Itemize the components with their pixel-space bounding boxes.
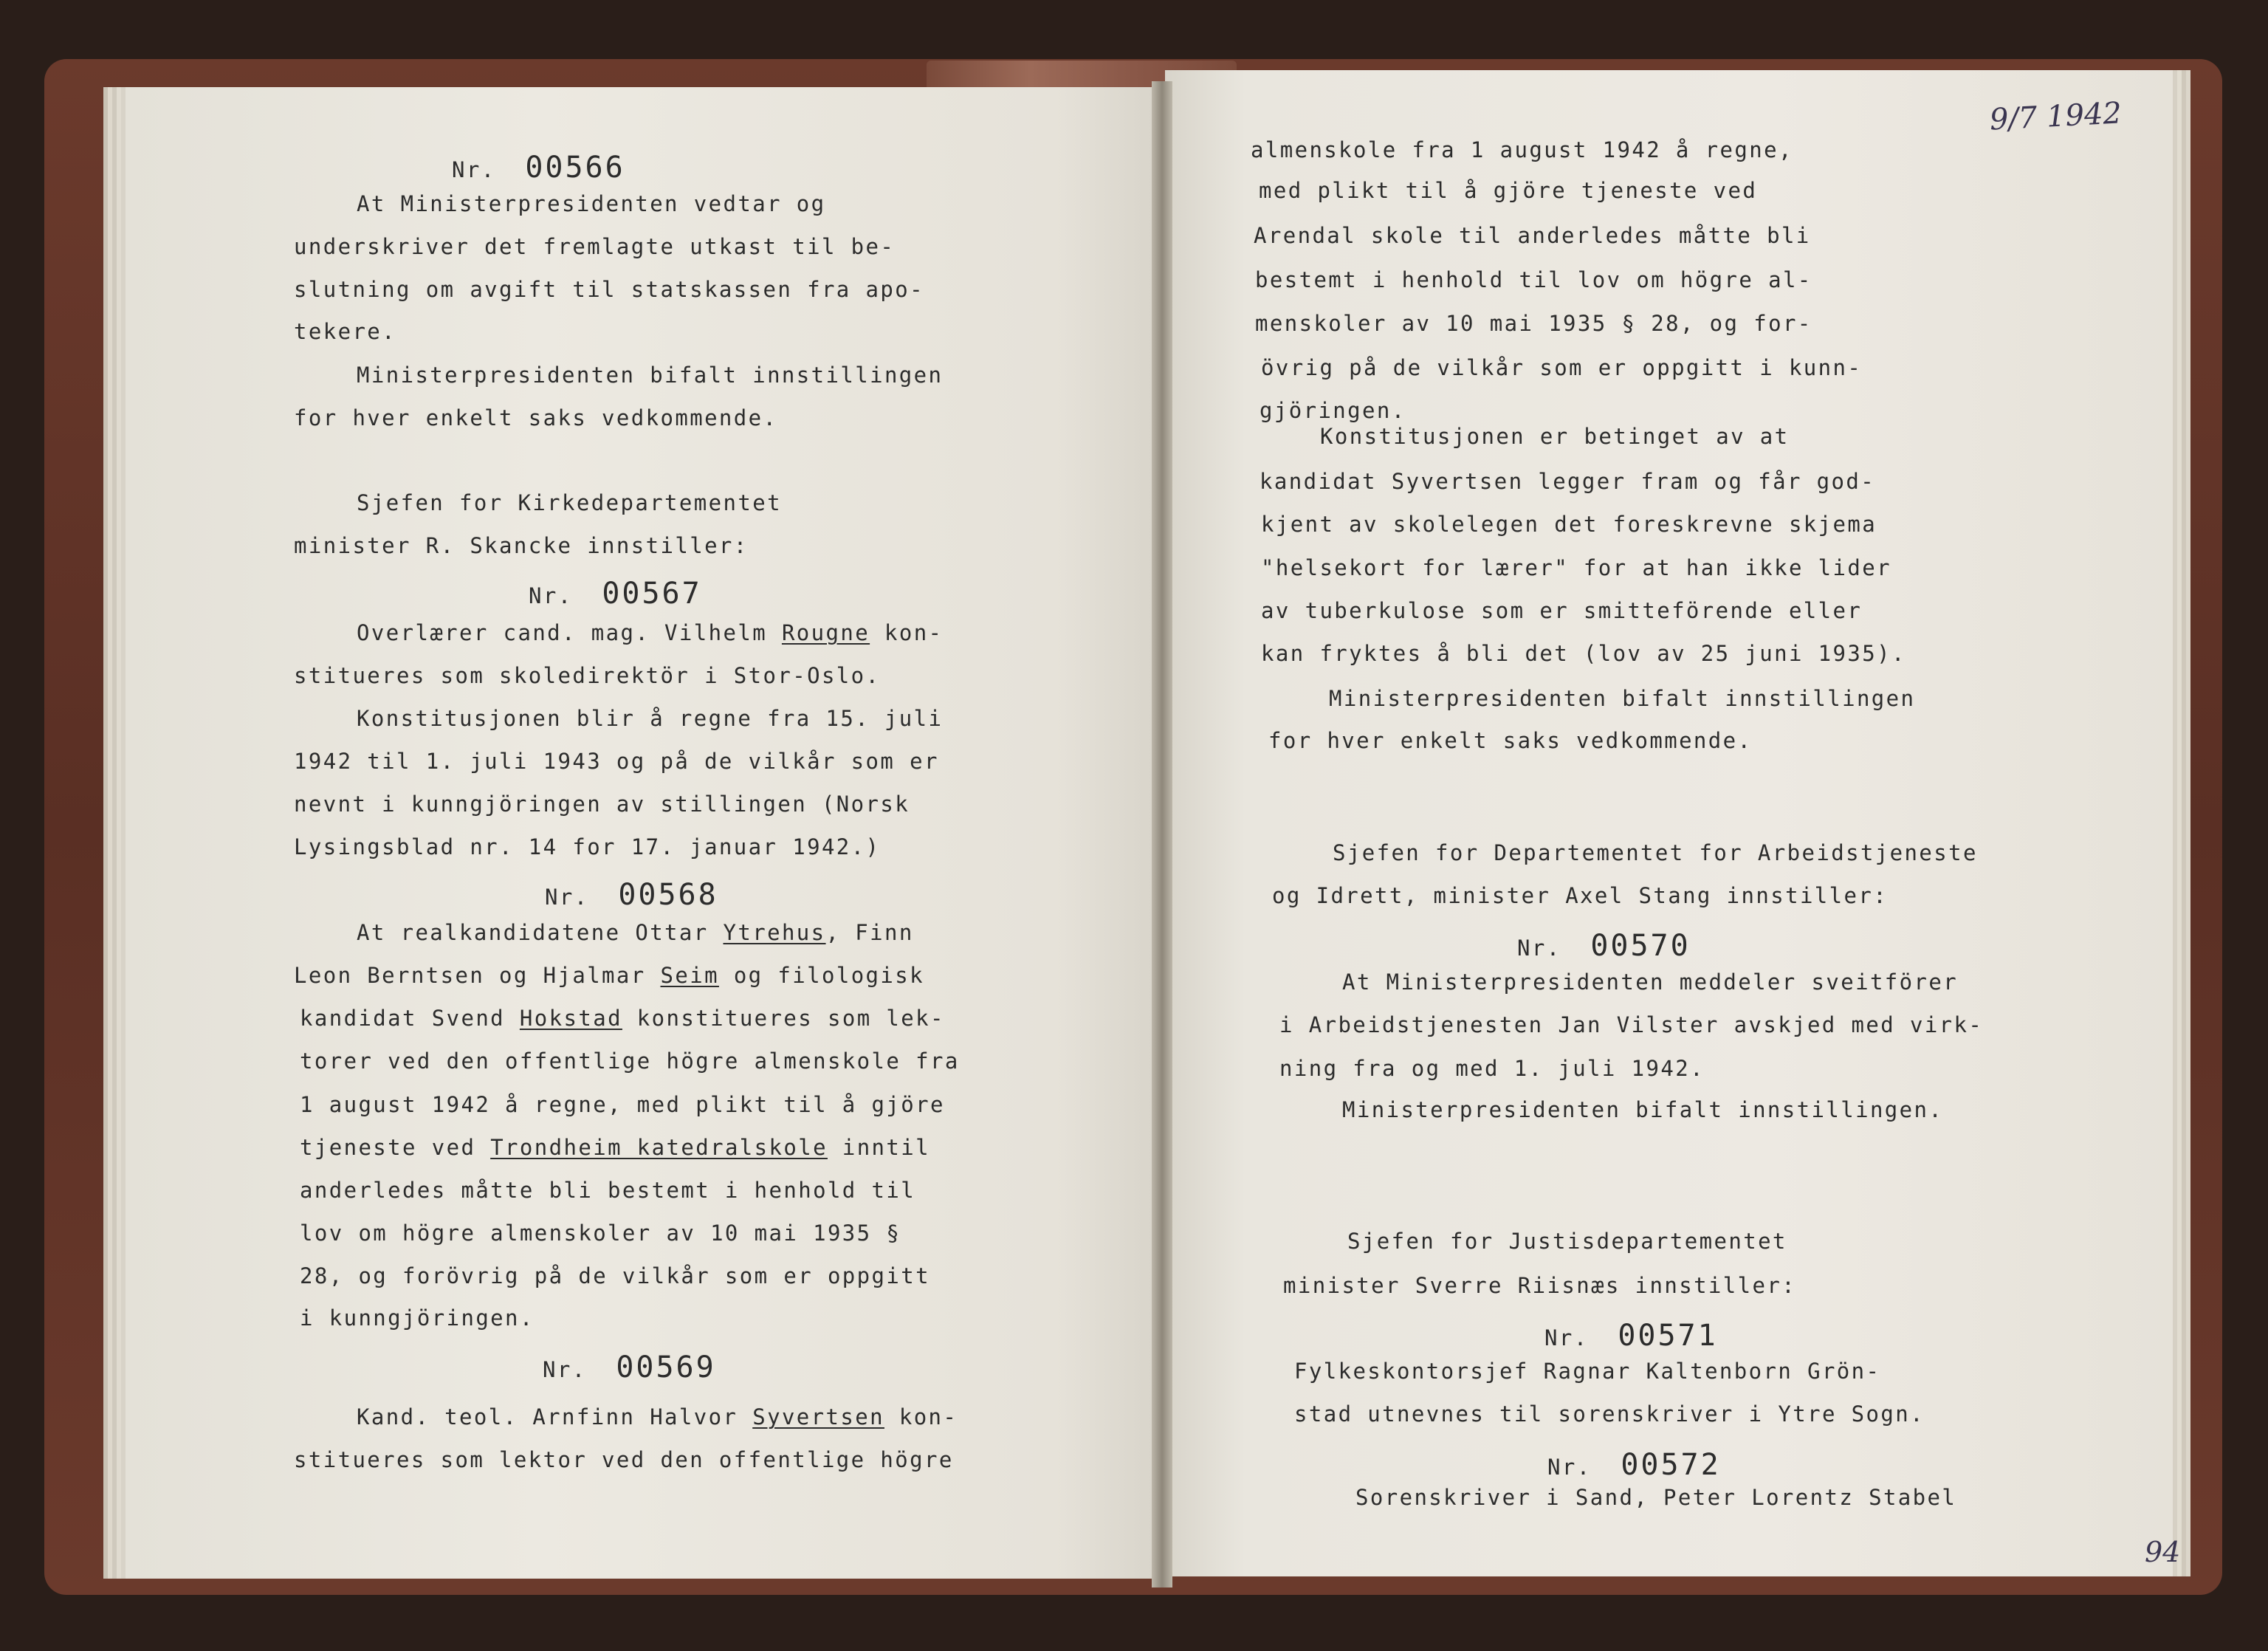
left-page-line <box>357 706 943 731</box>
case-number: 00570 <box>1590 929 1691 963</box>
underlined-name: Seim <box>660 963 719 988</box>
underlined-name: Rougne <box>781 620 870 645</box>
line-text: "helsekort for lærer" for at han ikke lider <box>1261 555 1891 580</box>
left-page-line <box>294 234 895 259</box>
line-text: for hver enkelt saks vedkommende. <box>1268 728 1753 753</box>
line-text: kandidat Syvertsen legger fram og får god- <box>1260 469 1876 494</box>
line-text: i kunngjöringen. <box>300 1305 535 1331</box>
right-page-line <box>1294 1401 1925 1427</box>
line-text: kan fryktes å bli det (lov av 25 juni 1935). <box>1261 641 1906 666</box>
left-page-line <box>452 151 625 185</box>
line-text: minister R. Skancke innstiller: <box>294 533 749 558</box>
right-page-line <box>1347 1229 1787 1254</box>
right-page-line <box>1255 311 1812 336</box>
right-page-line <box>1342 1097 1943 1122</box>
line-text: torer ved den offentlige högre almenskole fra <box>300 1048 960 1074</box>
right-page-line <box>1355 1485 1956 1510</box>
right-page-line <box>1294 1359 1880 1384</box>
page-gutter <box>1152 81 1172 1588</box>
line-text: Konstitusjonen er betinget av at <box>1320 424 1790 449</box>
left-page-line <box>529 577 702 611</box>
line-text: gjöringen. <box>1260 398 1406 423</box>
left-page-line <box>294 834 880 859</box>
line-text: , Finn <box>825 920 914 945</box>
line-text: Konstitusjonen blir å regne fra 15. juli <box>357 706 944 731</box>
left-page-line <box>300 1263 930 1288</box>
line-text: Nr. <box>1517 936 1591 961</box>
case-number: 00568 <box>618 878 718 912</box>
right-page-line <box>1342 969 1958 995</box>
line-text: Ministerpresidenten bifalt innstillingen <box>357 363 944 388</box>
line-text: almenskole fra 1 august 1942 å regne, <box>1251 137 1793 162</box>
right-page-line <box>1260 398 1406 423</box>
right-page-line <box>1517 929 1691 963</box>
right-page-line <box>1260 469 1875 494</box>
line-text: underskriver det fremlagte utkast til be- <box>294 234 896 259</box>
right-page-line <box>1261 355 1862 380</box>
left-page-line <box>294 319 396 344</box>
line-text: Lysingsblad nr. 14 for 17. januar 1942.) <box>294 834 881 859</box>
line-text: kjent av skolelegen det foreskrevne skjema <box>1261 512 1877 537</box>
line-text: Sjefen for Departementet for Arbeidstjeneste <box>1333 840 1978 865</box>
line-text: Arendal skole til anderledes måtte bli <box>1254 223 1811 248</box>
case-number: 00572 <box>1621 1448 1721 1482</box>
line-text: lov om högre almenskoler av 10 mai 1935 § <box>300 1221 901 1246</box>
line-text: Kand. teol. Arnfinn Halvor <box>357 1404 753 1429</box>
line-text: Nr. <box>545 885 619 910</box>
line-text: Nr. <box>543 1357 616 1382</box>
case-number: 00569 <box>616 1350 716 1384</box>
line-text: anderledes måtte bli bestemt i henhold til <box>300 1178 916 1203</box>
line-text: Sjefen for Kirkedepartementet <box>357 490 782 515</box>
line-text: stitueres som lektor ved den offentlige högre <box>294 1447 954 1472</box>
line-text: stitueres som skoledirektör i Stor-Oslo. <box>294 663 881 688</box>
right-page-line <box>1333 840 1978 865</box>
line-text: menskoler av 10 mai 1935 § 28, og for- <box>1255 311 1812 336</box>
handwritten-date: 9/7 1942 <box>1988 96 2123 137</box>
left-page-line <box>294 405 777 430</box>
right-page-line <box>1279 1056 1705 1081</box>
line-text: kon- <box>884 1404 958 1429</box>
left-page-line <box>300 1135 930 1160</box>
left-page-line <box>300 1305 535 1331</box>
left-page-line <box>294 277 924 302</box>
line-text: minister Sverre Riisnæs innstiller: <box>1283 1273 1797 1298</box>
line-text: for hver enkelt saks vedkommende. <box>294 405 778 430</box>
left-page-line <box>300 1178 915 1203</box>
right-page-line <box>1283 1273 1796 1298</box>
left-page-line <box>357 363 943 388</box>
line-text: nevnt i kunngjöringen av stillingen (Norsk <box>294 792 910 817</box>
left-page-line <box>357 191 826 216</box>
right-page-line <box>1254 223 1811 248</box>
line-text: Leon Berntsen og Hjalmar <box>294 963 661 988</box>
left-page-line <box>543 1350 716 1384</box>
handwritten-page-number: 94 <box>2145 1536 2181 1568</box>
left-page-line <box>300 1048 960 1074</box>
line-text: Ministerpresidenten bifalt innstillingen. <box>1342 1097 1944 1122</box>
line-text: Nr. <box>529 583 602 608</box>
line-text: Nr. <box>1544 1325 1618 1350</box>
left-page-line <box>294 663 880 688</box>
left-page-line <box>357 490 782 515</box>
line-text: Nr. <box>1547 1455 1621 1480</box>
right-page-line <box>1255 267 1812 292</box>
left-page-line <box>357 920 914 945</box>
line-text: tekere. <box>294 319 397 344</box>
line-text: Fylkeskontorsjef Ragnar Kaltenborn Grön- <box>1294 1359 1881 1384</box>
line-text: Overlærer cand. mag. Vilhelm <box>357 620 782 645</box>
case-number: 00571 <box>1618 1319 1718 1353</box>
left-page-line <box>294 963 924 988</box>
left-page-line <box>545 878 718 912</box>
line-text: kandidat Svend <box>300 1006 520 1031</box>
right-page-line <box>1259 178 1757 203</box>
line-text: i Arbeidstjenesten Jan Vilster avskjed med virk- <box>1279 1012 1984 1037</box>
line-text: Nr. <box>452 157 526 182</box>
underlined-name: Syvertsen <box>752 1404 884 1429</box>
right-page-line <box>1261 512 1877 537</box>
right-page-line <box>1272 883 1888 908</box>
line-text: At realkandidatene Ottar <box>357 920 724 945</box>
right-page-line <box>1261 598 1862 623</box>
line-text: 1942 til 1. juli 1943 og på de vilkår som er <box>294 749 939 774</box>
underlined-name: Hokstad <box>519 1006 622 1031</box>
line-text: 28, og forövrig på de vilkår som er oppgitt <box>300 1263 930 1288</box>
right-page-line <box>1320 424 1790 449</box>
left-page-line <box>294 1447 954 1472</box>
line-text: kon- <box>870 620 944 645</box>
left-page-line <box>357 1404 958 1429</box>
line-text: stad utnevnes til sorenskriver i Ytre Sogn. <box>1294 1401 1925 1427</box>
line-text: At Ministerpresidenten vedtar og <box>357 191 826 216</box>
line-text: Sjefen for Justisdepartementet <box>1347 1229 1787 1254</box>
right-page-line <box>1279 1012 1983 1037</box>
line-text: bestemt i henhold til lov om högre al- <box>1255 267 1812 292</box>
right-page-line <box>1547 1448 1721 1482</box>
line-text: konstitueres som lek- <box>622 1006 945 1031</box>
right-page-line <box>1251 137 1793 162</box>
right-page-line <box>1261 555 1891 580</box>
left-page-line <box>294 533 749 558</box>
case-number: 00567 <box>602 577 702 611</box>
line-text: av tuberkulose som er smitteförende eller <box>1261 598 1863 623</box>
left-page-line <box>300 1092 945 1117</box>
line-text: At Ministerpresidenten meddeler sveitförer <box>1342 969 1959 995</box>
right-page-line <box>1268 728 1752 753</box>
right-page-line <box>1261 641 1906 666</box>
line-text: 1 august 1942 å regne, med plikt til å gjöre <box>300 1092 945 1117</box>
line-text: ning fra og med 1. juli 1942. <box>1279 1056 1705 1081</box>
underlined-name: Ytrehus <box>723 920 826 945</box>
left-page-line <box>294 792 910 817</box>
line-text: Sorenskriver i Sand, Peter Lorentz Stabel <box>1355 1485 1957 1510</box>
line-text: med plikt til å gjöre tjeneste ved <box>1259 178 1758 203</box>
right-page-line <box>1329 686 1915 711</box>
line-text: slutning om avgift til statskassen fra apo- <box>294 277 924 302</box>
underlined-name: Trondheim katedralskole <box>490 1135 828 1160</box>
left-page-line <box>300 1221 901 1246</box>
line-text: inntil <box>827 1135 930 1160</box>
left-page-line <box>294 749 939 774</box>
left-page-line <box>357 620 943 645</box>
line-text: Ministerpresidenten bifalt innstillingen <box>1329 686 1916 711</box>
line-text: og filologisk <box>718 963 924 988</box>
left-page-line <box>300 1006 945 1031</box>
line-text: tjeneste ved <box>300 1135 491 1160</box>
right-page-line <box>1544 1319 1718 1353</box>
case-number: 00566 <box>525 151 625 185</box>
line-text: övrig på de vilkår som er oppgitt i kunn- <box>1261 355 1863 380</box>
line-text: og Idrett, minister Axel Stang innstiller: <box>1272 883 1889 908</box>
